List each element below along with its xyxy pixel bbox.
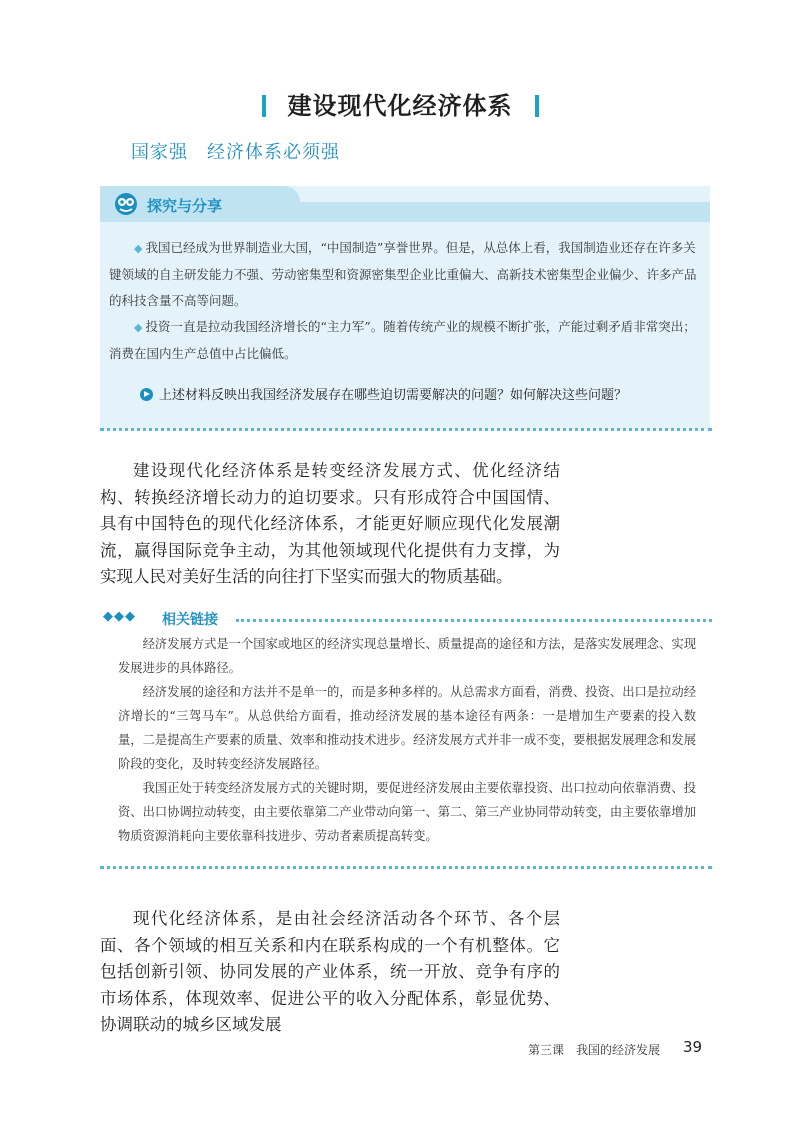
- related-links-paragraph: 经济发展的途径和方法并不是单一的，而是多种多样的。从总需求方面看，消费、投资、出口是拉动经济增长的“三驾马车”。从总供给方面看，推动经济发展的基本途径有两条：一是增加生产要素的投入数量，二是提高生产要素的质量、效率和推动技术进步。经济发展方式并非一成不变，要根据发展理念和发展阶段的变化，及时转变经济发展路径。: [118, 685, 696, 771]
- section-title-text: 建设现代化经济体系: [287, 92, 513, 120]
- related-links-content: [118, 632, 696, 848]
- section-title: [0, 86, 800, 121]
- related-links-header: [100, 609, 712, 629]
- running-footer: 第三课 我国的经济发展: [528, 1043, 661, 1057]
- page-number: 39: [683, 1038, 703, 1056]
- body-paragraph-1: [100, 458, 560, 591]
- subsection-title: 国家强 经济体系必须强: [131, 142, 340, 163]
- body-paragraph-text: 建设现代化经济体系是转变经济发展方式、优化经济结构、转换经济增长动力的迫切要求。只有形成符合中国国情、具有中国特色的现代化经济体系，才能更好顺应现代化发展潮流，赢得国际竞争主动，为其他领域现代化提供有力支撑，为实现人民对美好生活的向往打下坚实而强大的物质基础。: [100, 461, 560, 586]
- explore-header-stripe: [250, 202, 710, 222]
- explore-share-icon: [114, 192, 138, 216]
- body-paragraph-text: 现代化经济体系，是由社会经济活动各个环节、各个层面、各个领域的相互关系和内在联系构成的一个有机整体。它包括创新引领、协同发展的产业体系，统一开放、竞争有序的市场体系，体现效率、促进公平的收入分配体系，彰显优势、协调联动的城乡区域发展: [100, 909, 560, 1034]
- diamond-bullet-icon: ◆: [134, 321, 143, 334]
- related-links-bottom-divider: [100, 866, 712, 869]
- related-links-label: 相关链接: [162, 612, 218, 628]
- explore-material: [109, 235, 705, 367]
- diamond-bullet-icon: ◆: [134, 242, 143, 255]
- related-links-dotted-rule: [236, 619, 712, 622]
- related-links-paragraph: 经济发展方式是一个国家或地区的经济实现总量增长、质量提高的途径和方法，是落实发展理念、实现发展进步的具体路径。: [118, 637, 696, 675]
- title-bar-left: [262, 95, 266, 117]
- explore-question: [140, 384, 700, 403]
- explore-paragraph: [109, 314, 705, 367]
- diamond-marker-icon: ◆◆◆: [103, 609, 136, 624]
- body-paragraph-2: [100, 906, 560, 1039]
- explore-question-text: 上述材料反映出我国经济发展存在哪些迫切需要解决的问题？如何解决这些问题？: [159, 388, 628, 403]
- explore-share-label: 探究与分享: [147, 197, 223, 215]
- explore-bottom-divider: [100, 428, 712, 431]
- explore-paragraph: [109, 235, 705, 314]
- title-bar-right: [535, 95, 539, 117]
- explore-paragraph-text: 投资一直是拉动我国经济增长的“主力军”。随着传统产业的规模不断扩张，产能过剩矛盾非常突出；消费在国内生产总值中占比偏低。: [109, 319, 696, 361]
- related-links-paragraph: 我国正处于转变经济发展方式的关键时期，要促进经济发展由主要依靠投资、出口拉动向依靠消费、投资、出口协调拉动转变，由主要依靠第二产业带动向第一、第二、第三产业协同带动转变，由主要依靠增加物质资源消耗向主要依靠科技进步、劳动者素质提高转变。: [118, 781, 696, 843]
- explore-share-box: [100, 186, 710, 429]
- play-arrow-icon: [140, 388, 153, 401]
- explore-paragraph-text: 我国已经成为世界制造业大国，“中国制造”享誉世界。但是，从总体上看，我国制造业还存在许多关键领域的自主研发能力不强、劳动密集型和资源密集型企业比重偏大、高新技术密集型企业偏少、许多产品的科技含量不高等问题。: [109, 240, 697, 308]
